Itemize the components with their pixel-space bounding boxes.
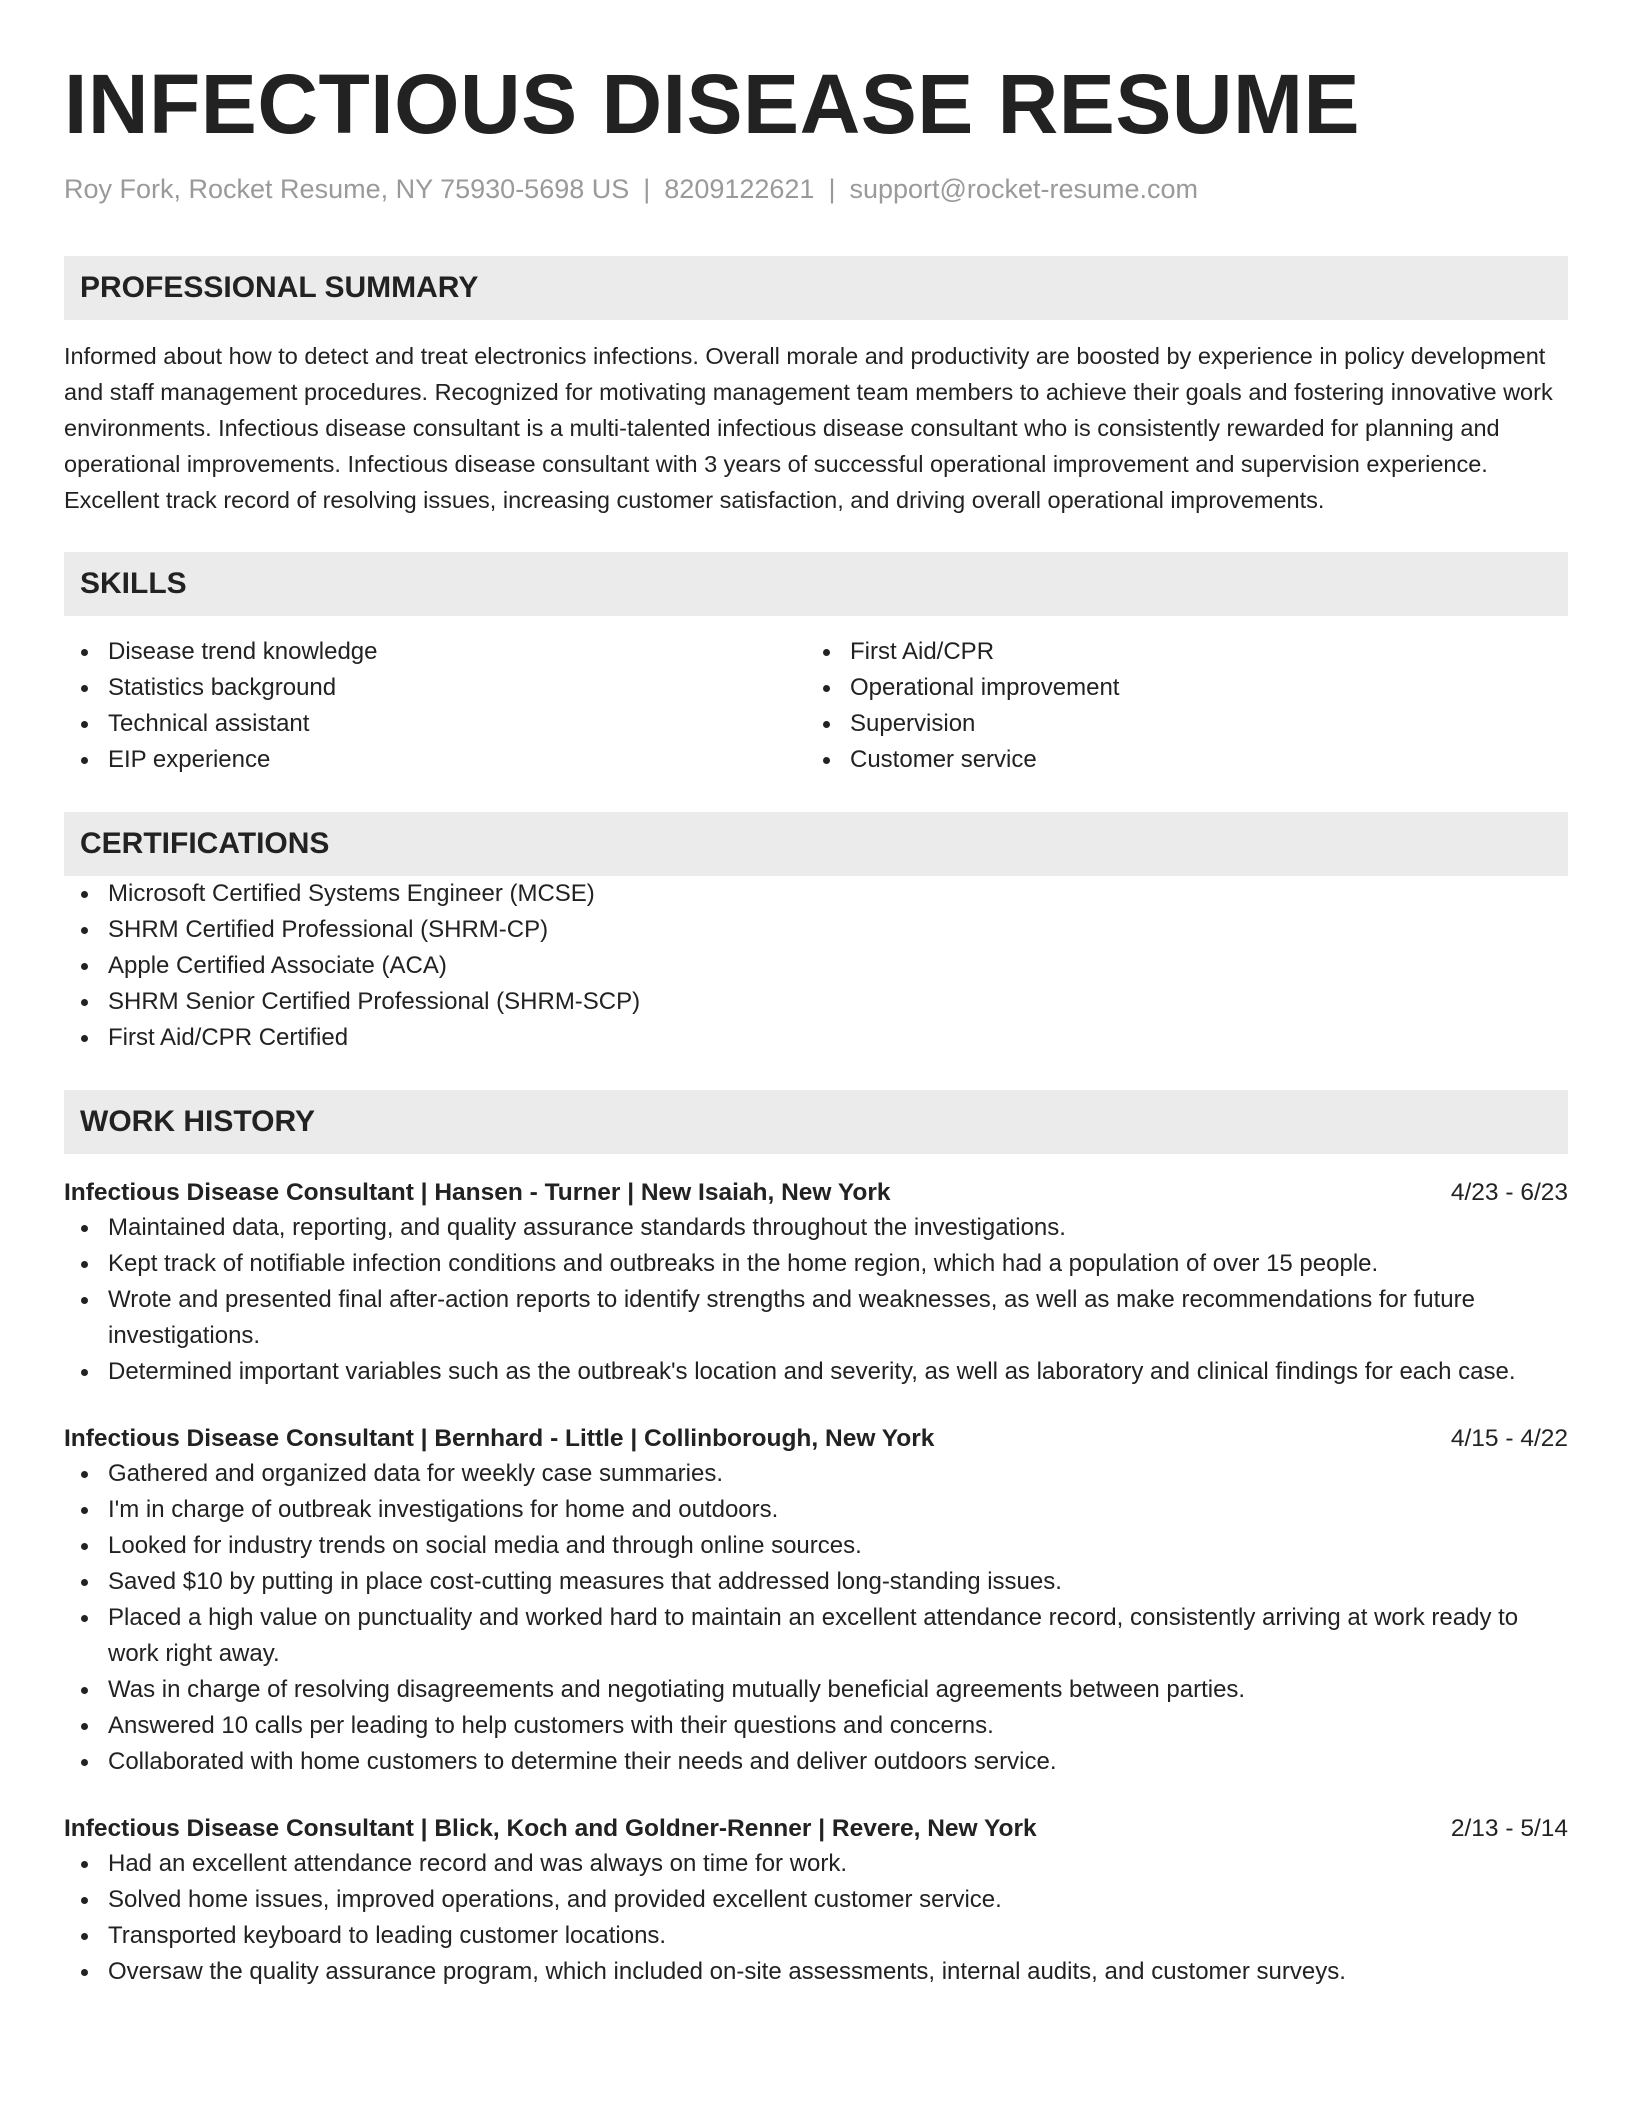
- skill-item: EIP experience: [64, 742, 806, 778]
- job-duties-list: [64, 1210, 1568, 1390]
- job-duty-item: Answered 10 calls per leading to help customers with their questions and concerns.: [64, 1708, 1568, 1744]
- skill-item: First Aid/CPR: [806, 634, 1548, 670]
- summary-text: Informed about how to detect and treat electronics infections. Overall morale and productivity are boosted by experience in policy development and staff management procedures. Recognized for motivating management team members to achieve their goals and fostering innovative work environments. Infectious disease consultant is a multi-talented infectious disease consultant who is consistently rewarded for planning and operational improvements. Infectious disease consultant with 3 years of successful operational improvement and supervision experience. Excellent track record of resolving issues, increasing customer satisfaction, and driving overall operational improvements.: [64, 343, 1553, 513]
- contact-line: [64, 172, 1568, 206]
- skills-list-left: [64, 634, 806, 778]
- certification-item: First Aid/CPR Certified: [64, 1020, 1568, 1056]
- job-entry: [64, 1176, 1568, 1390]
- job-title: Infectious Disease Consultant | Hansen - Turner | New Isaiah, New York: [64, 1179, 891, 1206]
- skill-item: Customer service: [806, 742, 1548, 778]
- skill-item: Operational improvement: [806, 670, 1548, 706]
- job-title: Infectious Disease Consultant | Bernhard - Little | Collinborough, New York: [64, 1425, 935, 1452]
- job-duty-item: Had an excellent attendance record and was always on time for work.: [64, 1846, 1568, 1882]
- job-duty-item: I'm in charge of outbreak investigations for home and outdoors.: [64, 1492, 1568, 1528]
- job-duties-list: [64, 1846, 1568, 1990]
- certification-item: SHRM Senior Certified Professional (SHRM-SCP): [64, 984, 1568, 1020]
- skills-grid: [64, 634, 1568, 778]
- job-duties-list: [64, 1456, 1568, 1780]
- job-duty-item: Transported keyboard to leading customer locations.: [64, 1918, 1568, 1954]
- skill-item: Technical assistant: [64, 706, 806, 742]
- job-dates: 2/13 - 5/14: [1450, 1815, 1568, 1842]
- contact-phone: 8209122621: [664, 174, 815, 204]
- job-duty-item: Looked for industry trends on social media and through online sources.: [64, 1528, 1568, 1564]
- job-heading: [64, 1176, 1568, 1210]
- skills-column-right: [806, 634, 1548, 778]
- job-heading: [64, 1422, 1568, 1456]
- job-duty-item: Kept track of notifiable infection conditions and outbreaks in the home region, which had a population of over 15 people.: [64, 1246, 1568, 1282]
- section-header-work-history: WORK HISTORY: [64, 1090, 1568, 1154]
- skill-item: Supervision: [806, 706, 1548, 742]
- resume-title: INFECTIOUS DISEASE RESUME: [64, 57, 1361, 151]
- job-duty-item: Collaborated with home customers to determine their needs and deliver outdoors service.: [64, 1744, 1568, 1780]
- certifications-list: [64, 876, 1568, 1056]
- job-duty-item: Saved $10 by putting in place cost-cutting measures that addressed long-standing issues.: [64, 1564, 1568, 1600]
- section-header-certifications: CERTIFICATIONS: [64, 812, 1568, 876]
- skills-list-right: [806, 634, 1548, 778]
- job-title: Infectious Disease Consultant | Blick, Koch and Goldner-Renner | Revere, New York: [64, 1815, 1037, 1842]
- job-entry: [64, 1422, 1568, 1780]
- certification-item: SHRM Certified Professional (SHRM-CP): [64, 912, 1568, 948]
- job-duty-item: Determined important variables such as the outbreak's location and severity, as well as laboratory and clinical findings for each case.: [64, 1354, 1568, 1390]
- skill-item: Statistics background: [64, 670, 806, 706]
- job-duty-item: Gathered and organized data for weekly case summaries.: [64, 1456, 1568, 1492]
- certification-item: Apple Certified Associate (ACA): [64, 948, 1568, 984]
- job-entry: [64, 1812, 1568, 1990]
- job-duty-item: Was in charge of resolving disagreements and negotiating mutually beneficial agreements between parties.: [64, 1672, 1568, 1708]
- skill-item: Disease trend knowledge: [64, 634, 806, 670]
- certification-item: Microsoft Certified Systems Engineer (MCSE): [64, 876, 1568, 912]
- job-heading: [64, 1812, 1568, 1846]
- job-duty-item: Oversaw the quality assurance program, which included on-site assessments, internal audits, and customer surveys.: [64, 1954, 1568, 1990]
- job-duty-item: Placed a high value on punctuality and worked hard to maintain an excellent attendance record, consistently arriving at work ready to work right away.: [64, 1600, 1568, 1672]
- contact-separator: |: [643, 174, 651, 204]
- skills-column-left: [64, 634, 806, 778]
- contact-email[interactable]: support@rocket-resume.com: [849, 174, 1198, 204]
- job-dates: 4/15 - 4/22: [1450, 1425, 1568, 1452]
- contact-address: Roy Fork, Rocket Resume, NY 75930-5698 US: [64, 174, 630, 204]
- section-header-skills: SKILLS: [64, 552, 1568, 616]
- contact-separator: |: [828, 174, 836, 204]
- job-dates: 4/23 - 6/23: [1450, 1179, 1568, 1206]
- job-duty-item: Maintained data, reporting, and quality assurance standards throughout the investigations.: [64, 1210, 1568, 1246]
- job-duty-item: Solved home issues, improved operations, and provided excellent customer service.: [64, 1882, 1568, 1918]
- job-duty-item: Wrote and presented final after-action reports to identify strengths and weaknesses, as well as make recommendations for future investigations.: [64, 1282, 1568, 1354]
- section-header-summary: PROFESSIONAL SUMMARY: [64, 256, 1568, 320]
